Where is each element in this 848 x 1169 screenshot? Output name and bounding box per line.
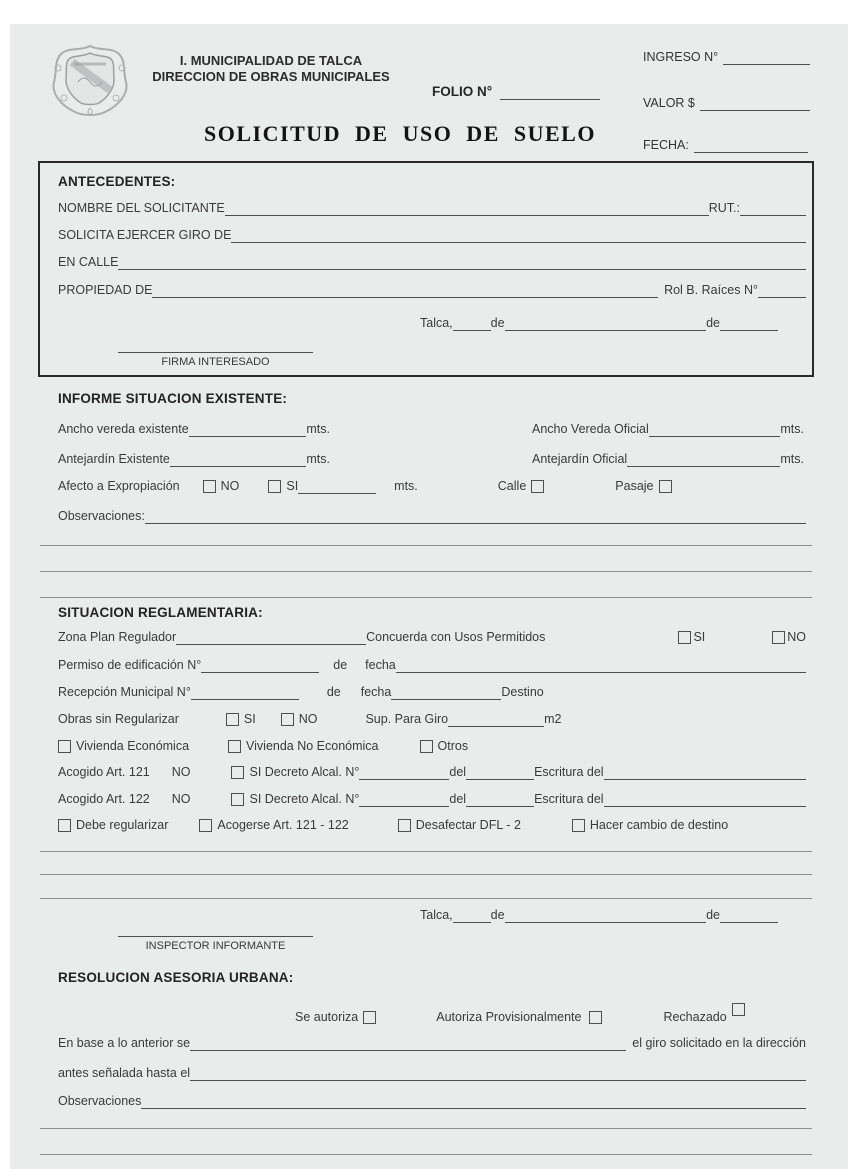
hasta-blank-line[interactable] (190, 1067, 806, 1081)
de-label: de (326, 685, 341, 699)
vivienda-no-economica-checkbox[interactable] (228, 740, 241, 753)
ancho-vereda-oficial-blank-line[interactable] (649, 423, 781, 437)
city-date-label: Talca, (420, 908, 453, 922)
del-label: del (449, 765, 467, 779)
escritura-del-label: Escritura del (534, 792, 604, 806)
calle-checkbox[interactable] (531, 480, 544, 493)
year-blank-line[interactable] (720, 909, 778, 923)
folio-blank-line[interactable] (500, 86, 600, 100)
antejardin-oficial-blank-line[interactable] (627, 453, 780, 467)
rechazado-label: Rechazado (663, 1010, 727, 1024)
writing-line[interactable] (40, 851, 812, 852)
pasaje-label: Pasaje (615, 479, 654, 493)
decreto-121-del-blank-line[interactable] (466, 766, 534, 780)
calle-label: Calle (497, 479, 527, 493)
acogido-122-si-checkbox[interactable] (231, 793, 244, 806)
sup-para-giro-blank-line[interactable] (448, 713, 544, 727)
observaciones-blank-line[interactable] (145, 510, 806, 524)
acogido-art-122-label: Acogido Art. 122 (58, 792, 150, 806)
no-label: NO (171, 765, 191, 779)
acogerse-checkbox[interactable] (199, 819, 212, 832)
writing-line[interactable] (40, 1128, 812, 1129)
mts-label: mts. (780, 452, 804, 466)
observaciones-label: Observaciones (58, 1094, 142, 1108)
giro-blank-line[interactable] (231, 229, 806, 243)
writing-line[interactable] (40, 545, 812, 546)
fecha-label: fecha (360, 685, 392, 699)
expropiacion-si-checkbox[interactable] (268, 480, 281, 493)
rol-raices-blank-line[interactable] (758, 284, 806, 298)
antejardin-oficial-label: Antejardín Oficial (532, 452, 628, 466)
en-base-label: En base a lo anterior se (58, 1036, 191, 1050)
writing-line[interactable] (40, 597, 812, 598)
no-label: NO (787, 630, 806, 644)
antecedentes-heading: ANTECEDENTES: (58, 174, 176, 189)
recepcion-numero-blank-line[interactable] (191, 686, 299, 700)
mts-label: mts. (780, 422, 804, 436)
de-label: de (706, 316, 720, 330)
expropiacion-si-blank-line[interactable] (298, 480, 376, 494)
propiedad-label: PROPIEDAD DE (58, 283, 153, 297)
mts-label: mts. (306, 452, 330, 466)
expropiacion-no-checkbox[interactable] (203, 480, 216, 493)
ancho-vereda-oficial-label: Ancho Vereda Oficial (532, 422, 649, 436)
pasaje-checkbox[interactable] (659, 480, 672, 493)
no-label: NO (171, 792, 191, 806)
valor-blank-line[interactable] (700, 97, 810, 111)
valor-label: VALOR $ (643, 96, 695, 110)
sup-para-giro-label: Sup. Para Giro (365, 712, 449, 726)
recepcion-municipal-label: Recepción Municipal N° (58, 685, 191, 699)
org-header (140, 53, 402, 85)
rol-raices-label: Rol B. Raíces N° (664, 283, 758, 297)
writing-line[interactable] (40, 571, 812, 572)
concuerda-si-checkbox[interactable] (678, 631, 691, 644)
fecha-blank-line[interactable] (694, 139, 808, 153)
si-label: SI (693, 630, 706, 644)
rut-label: RUT.: (708, 201, 740, 215)
se-autoriza-label: Se autoriza (295, 1010, 359, 1024)
rut-blank-line[interactable] (740, 202, 806, 216)
vivienda-no-economica-label: Vivienda No Económica (246, 739, 379, 753)
decreto-121-numero-blank-line[interactable] (359, 766, 449, 780)
permiso-numero-blank-line[interactable] (201, 659, 319, 673)
antejardin-existente-blank-line[interactable] (170, 453, 307, 467)
debe-regularizar-checkbox[interactable] (58, 819, 71, 832)
acogido-121-si-checkbox[interactable] (231, 766, 244, 779)
otros-label: Otros (437, 739, 469, 753)
no-label: NO (220, 479, 240, 493)
giro-direccion-label: el giro solicitado en la dirección (632, 1036, 806, 1050)
vivienda-economica-checkbox[interactable] (58, 740, 71, 753)
writing-line[interactable] (40, 1154, 812, 1155)
nombre-solicitante-blank-line[interactable] (225, 202, 709, 216)
mts-label: mts. (394, 479, 418, 493)
year-blank-line[interactable] (720, 317, 778, 331)
resolucion-heading: RESOLUCION ASESORIA URBANA: (58, 970, 294, 985)
de-label: de (706, 908, 720, 922)
org-name: I. MUNICIPALIDAD DE TALCA (179, 53, 363, 68)
firma-signature-line[interactable] (118, 352, 313, 353)
ingreso-blank-line[interactable] (723, 51, 810, 65)
escritura-122-blank-line[interactable] (604, 793, 806, 807)
decreto-122-numero-blank-line[interactable] (359, 793, 449, 807)
permiso-fecha-blank-line[interactable] (396, 659, 806, 673)
otros-checkbox[interactable] (420, 740, 433, 753)
month-blank-line[interactable] (505, 909, 707, 923)
de-label: de (490, 316, 505, 330)
inspector-label: INSPECTOR INFORMANTE (145, 940, 286, 952)
mts-label: mts. (306, 422, 330, 436)
permiso-edificacion-label: Permiso de edificación N° (58, 658, 202, 672)
m2-label: m2 (544, 712, 562, 726)
day-blank-line[interactable] (453, 317, 491, 331)
de-label: de (490, 908, 505, 922)
no-label: NO (298, 712, 318, 726)
en-calle-blank-line[interactable] (118, 256, 806, 270)
propiedad-blank-line[interactable] (152, 284, 658, 298)
recepcion-fecha-blank-line[interactable] (391, 686, 501, 700)
concuerda-label: Concuerda con Usos Permitidos (366, 630, 546, 644)
folio-label: FOLIO N° (432, 84, 493, 99)
zona-plan-label: Zona Plan Regulador (58, 630, 177, 644)
decreto-122-del-blank-line[interactable] (466, 793, 534, 807)
rechazado-checkbox[interactable] (732, 1003, 745, 1016)
si-label: SI (286, 479, 299, 493)
city-date-label: Talca, (420, 316, 453, 330)
inspector-signature-line[interactable] (118, 936, 313, 937)
form-title: SOLICITUD DE USO DE SUELO (204, 121, 596, 146)
si-label: SI (243, 712, 256, 726)
obras-si-checkbox[interactable] (226, 713, 239, 726)
si-decreto-label: SI Decreto Alcal. N° (249, 792, 360, 806)
si-decreto-label: SI Decreto Alcal. N° (249, 765, 360, 779)
municipal-coat-of-arms-icon (48, 42, 132, 118)
ancho-vereda-existente-label: Ancho vereda existente (58, 422, 189, 436)
debe-regularizar-label: Debe regularizar (76, 818, 169, 832)
vivienda-economica-label: Vivienda Económica (76, 739, 190, 753)
del-label: del (449, 792, 467, 806)
escritura-121-blank-line[interactable] (604, 766, 806, 780)
cambio-destino-checkbox[interactable] (572, 819, 585, 832)
month-blank-line[interactable] (505, 317, 707, 331)
giro-label: SOLICITA EJERCER GIRO DE (58, 228, 232, 242)
se-autoriza-checkbox[interactable] (363, 1011, 376, 1024)
acogido-art-121-label: Acogido Art. 121 (58, 765, 150, 779)
expropiacion-label: Afecto a Expropiación (58, 479, 180, 493)
day-blank-line[interactable] (453, 909, 491, 923)
nombre-solicitante-label: NOMBRE DEL SOLICITANTE (58, 201, 225, 215)
autoriza-provisionalmente-checkbox[interactable] (589, 1011, 602, 1024)
observaciones-resolucion-blank-line[interactable] (141, 1095, 806, 1109)
writing-line[interactable] (40, 898, 812, 899)
destino-label: Destino (501, 685, 544, 699)
escritura-del-label: Escritura del (534, 765, 604, 779)
observaciones-label: Observaciones: (58, 509, 145, 523)
writing-line[interactable] (40, 874, 812, 875)
acogerse-label: Acogerse Art. 121 - 122 (217, 818, 349, 832)
fecha-label: FECHA: (643, 138, 689, 152)
reglamentaria-heading: SITUACION REGLAMENTARIA: (58, 605, 263, 620)
obras-no-checkbox[interactable] (281, 713, 294, 726)
ancho-vereda-existente-blank-line[interactable] (189, 423, 307, 437)
firma-label: FIRMA INTERESADO (161, 356, 270, 368)
org-department: DIRECCION DE OBRAS MUNICIPALES (152, 69, 390, 84)
ingreso-label: INGRESO N° (643, 50, 719, 64)
desafectar-label: Desafectar DFL - 2 (415, 818, 521, 832)
informe-heading: INFORME SITUACION EXISTENTE: (58, 391, 288, 406)
hasta-label: antes señalada hasta el (58, 1066, 191, 1080)
autoriza-provisionalmente-label: Autoriza Provisionalmente (436, 1010, 582, 1024)
antejardin-existente-label: Antejardín Existente (58, 452, 170, 466)
desafectar-checkbox[interactable] (398, 819, 411, 832)
zona-plan-blank-line[interactable] (176, 631, 366, 645)
obras-sin-regularizar-label: Obras sin Regularizar (58, 712, 179, 726)
de-label: de (333, 658, 348, 672)
cambio-destino-label: Hacer cambio de destino (589, 818, 729, 832)
concuerda-no-checkbox[interactable] (772, 631, 785, 644)
en-calle-label: EN CALLE (58, 255, 119, 269)
fecha-label: fecha (365, 658, 396, 672)
en-base-blank-line[interactable] (190, 1037, 626, 1051)
